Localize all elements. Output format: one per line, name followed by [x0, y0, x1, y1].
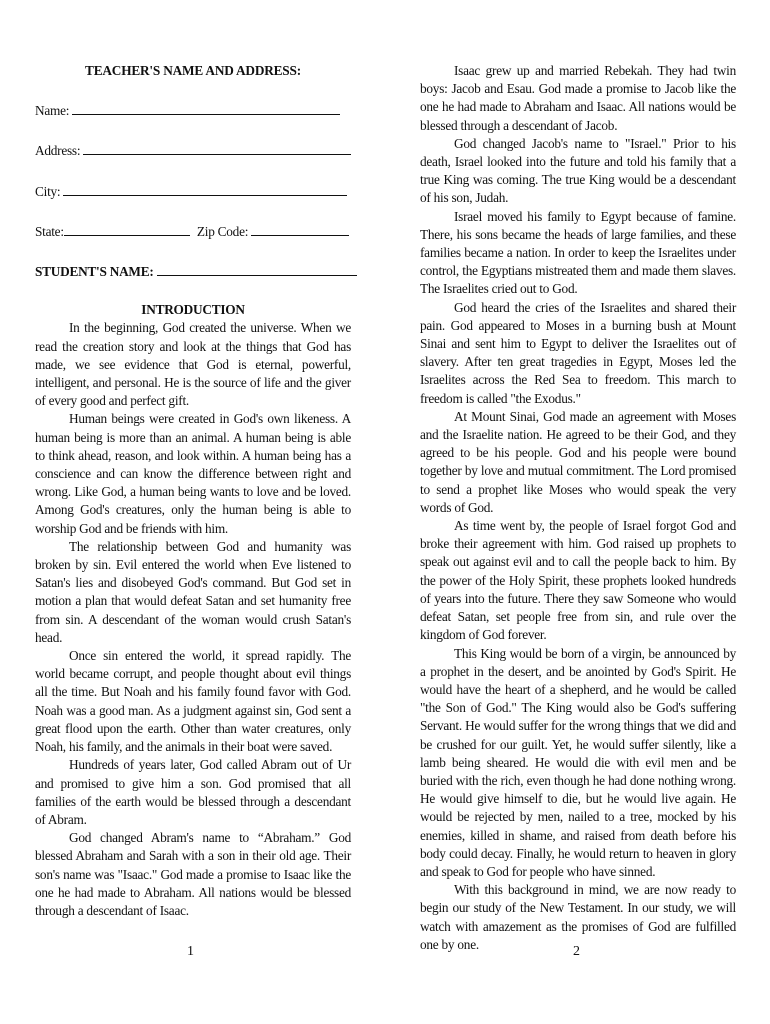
name-label: Name:	[35, 103, 70, 119]
paragraph: Hundreds of years later, God called Abram out of Ur and promised to give him a son. God promised that all families of the earth would be blessed through a descendant of Abram.	[35, 757, 351, 827]
left-column	[35, 62, 351, 920]
state-blank[interactable]	[64, 223, 190, 236]
page-number: 2	[573, 944, 580, 959]
paragraph: At Mount Sinai, God made an agreement with Moses and the Israelite nation. He agreed to be their God, and they agreed to be his people. God and his people were bound together by love and mutual commitment. The Lord promised to send a prophet like Moses who would speak the very words of God.	[420, 408, 736, 515]
paragraph: The relationship between God and humanity was broken by sin. Evil entered the world when Eve listened to Satan's lies and disobeyed God's command. But God set in motion a plan that would defeat Satan and set humanity free from sin. A descendant of the woman would crush Satan's head.	[35, 538, 351, 645]
paragraph: Human beings were created in God's own likeness. A human being is more than an animal. A human being is able to think ahead, reason, and look within. A human being has a conscience and can know the difference between right and wrong. Like God, a human being wants to love and be loved. Among God's creatures, only the human being is able to worship God and be friends with him.	[35, 411, 351, 536]
right-page	[385, 0, 770, 1024]
student-label: STUDENT'S NAME:	[35, 264, 154, 280]
paragraph: God changed Abram's name to “Abraham.” God blessed Abraham and Sarah with a son in their old age. Their son's name was "Isaac." God made a promise to Isaac like the one he had made to Abraham. All nations would be blessed through a descendant of Isaac.	[35, 830, 351, 918]
student-line	[35, 263, 351, 281]
state-zip-line	[35, 223, 351, 241]
paragraph: God changed Jacob's name to "Israel." Prior to his death, Israel looked into the future and told his family that a true King was coming. The true King would be a descendant of his son, Judah.	[420, 135, 736, 206]
paragraph: Israel moved his family to Egypt because of famine. There, his sons became the heads of large families, and these families became a nation. In order to keep the Israelites under control, the Egyptians mistreated them and made them slaves. The Israelites cried out to God.	[420, 208, 736, 297]
zip-label: Zip Code:	[196, 223, 249, 239]
city-label: City:	[35, 183, 61, 199]
paragraph: Once sin entered the world, it spread rapidly. The world became corrupt, and people thought about evil things all the time. But Noah and his family found favor with God. Noah was a good man. As a judgment against sin, God sent a great flood upon the earth. Other than water creatures, only Noah, his family, and the animals in their boat were saved.	[35, 648, 351, 755]
teacher-heading: TEACHER'S NAME AND ADDRESS:	[85, 63, 301, 78]
student-blank[interactable]	[157, 263, 357, 276]
state-label: State:	[35, 223, 64, 239]
address-label: Address:	[35, 143, 81, 159]
paragraph: God heard the cries of the Israelites and shared their pain. God appeared to Moses in a burning bush at Mount Sinai and sent him to Egypt to deliver the Israelites out of slavery. After ten great tragedies in Egypt, Moses led the Israelites across the Red Sea to freedom. This march to freedom is called "the Exodus."	[420, 299, 736, 406]
name-line	[35, 102, 351, 120]
paragraph: This King would be born of a virgin, be announced by a prophet in the desert, and be anointed by God's Spirit. He would have the heart of a shepherd, and he would be called "the Son of God." The King would also be God's suffering Servant. He would suffer for the wrong things that we did and be crushed for our guilt. Yet, he would suffer silently, like a lamb being sheared. He would die with evil men and be buried with the rich, even though he had done nothing wrong. He would give himself to die, but he would live again. He would be rejected by men, nailed to a tree, mocked by his enemies, killed in shame, and raised from death before his body could decay. Finally, he would return to heaven in glory and speak to God for people who have sinned.	[420, 645, 736, 879]
address-blank[interactable]	[83, 142, 351, 155]
city-blank[interactable]	[63, 183, 347, 196]
intro-heading: INTRODUCTION	[141, 302, 245, 318]
name-blank[interactable]	[72, 102, 340, 115]
right-column	[420, 62, 736, 954]
page-number: 1	[187, 944, 194, 959]
zip-blank[interactable]	[251, 223, 349, 236]
address-line	[35, 142, 351, 160]
paragraph: As time went by, the people of Israel forgot God and broke their agreement with him. God raised up prophets to speak out against evil and to call the people back to him. By the power of the Holy Spirit, these prophets looked hundreds of years into the future. There they saw Someone who would defeat Satan, set people free from sin, and rule over the kingdom of God forever.	[420, 518, 736, 643]
paragraph: With this background in mind, we are now ready to begin our study of the New Testament. In our study, we will watch with amazement as the promises of God are fulfilled one by one.	[420, 882, 736, 952]
paragraph: In the beginning, God created the universe. When we read the creation story and look at the things that God has made, we see evidence that God is eternal, powerful, intelligent, and personal. He is the source of life and the giver of every good and perfect gift.	[35, 320, 351, 409]
paragraph: Isaac grew up and married Rebekah. They had twin boys: Jacob and Esau. God made a promise to Jacob like the one he had made to Abraham and Isaac. All nations would be blessed through a descendant of Jacob.	[420, 63, 736, 133]
city-line	[35, 183, 351, 201]
